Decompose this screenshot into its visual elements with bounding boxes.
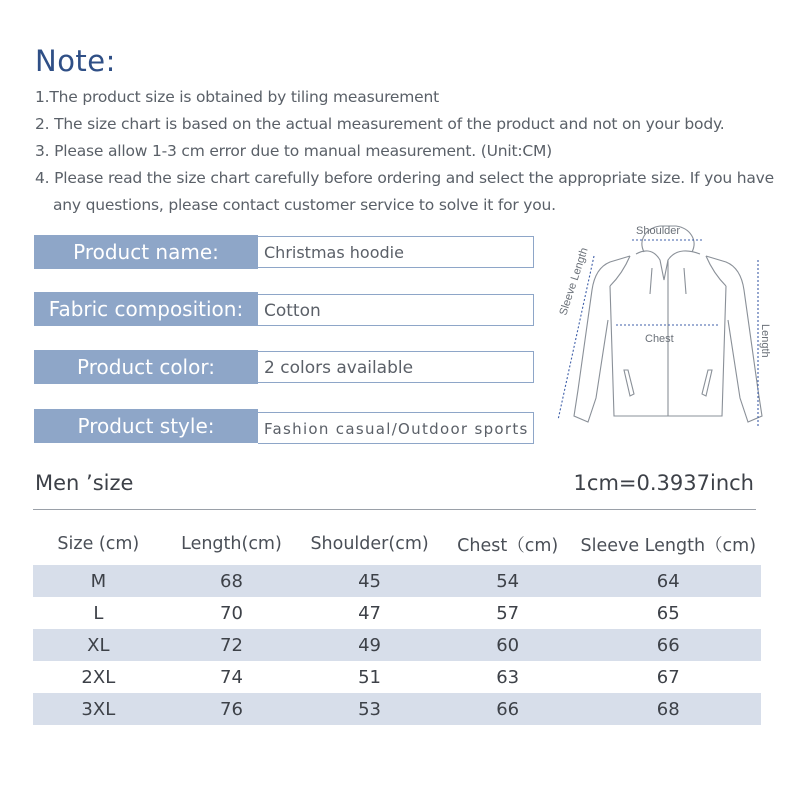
cell-length: 72 [164, 629, 300, 661]
info-value-style: Fashion casual/Outdoor sports [258, 412, 534, 444]
header-length: Length(cm) [181, 534, 282, 554]
header-size: Size (cm) [57, 534, 140, 554]
cell-size: 3XL [33, 693, 164, 725]
header-shoulder: Shoulder(cm) [310, 534, 429, 554]
table-row [33, 565, 761, 597]
cell-shoulder: 53 [299, 693, 440, 725]
info-value-product-name: Christmas hoodie [258, 236, 534, 268]
cell-length: 76 [164, 693, 300, 725]
info-label-fabric: Fabric composition: [34, 292, 258, 326]
cell-size: XL [33, 629, 164, 661]
note-line-4: 4. Please read the size chart carefully before ordering and select the appropriate size. If you have [35, 169, 774, 187]
men-size-heading: Men ’size [35, 471, 134, 495]
cell-size: L [93, 602, 104, 624]
cell-sleeve: 65 [656, 602, 680, 624]
cell-length: 74 [220, 666, 243, 688]
cell-sleeve: 64 [576, 565, 761, 597]
cell-size: 2XL [81, 666, 116, 688]
cell-length: 68 [164, 565, 300, 597]
cell-size: M [33, 565, 164, 597]
cell-length: 70 [220, 602, 243, 624]
cell-sleeve: 68 [576, 693, 761, 725]
info-value-color: 2 colors available [258, 351, 534, 383]
table-row [33, 693, 761, 725]
note-title: Note: [35, 44, 116, 78]
cell-chest: 57 [496, 602, 520, 624]
info-label-style: Product style: [34, 409, 258, 443]
table-row [33, 661, 761, 693]
diagram-label-shoulder: Shoulder [636, 225, 681, 237]
info-value-fabric: Cotton [258, 294, 534, 326]
cell-sleeve: 66 [576, 629, 761, 661]
cell-chest: 63 [496, 666, 520, 688]
note-line-3: 3. Please allow 1-3 cm error due to manual measurement. (Unit:CM) [35, 142, 553, 160]
note-line-1: 1.The product size is obtained by tiling measurement [35, 88, 439, 106]
note-line-5: any questions, please contact customer service to solve it for you. [53, 196, 556, 214]
cell-chest: 54 [440, 565, 576, 597]
unit-conversion: 1cm=0.3937inch [573, 471, 754, 495]
diagram-label-length: Length [759, 324, 771, 358]
cell-chest: 60 [440, 629, 576, 661]
diagram-label-chest: Chest [645, 333, 674, 345]
info-label-product-name: Product name: [34, 235, 258, 269]
header-sleeve: Sleeve Length（cm) [580, 535, 757, 556]
table-row [33, 597, 761, 629]
section-divider [33, 509, 756, 510]
info-label-color: Product color: [34, 350, 258, 384]
table-row [33, 629, 761, 661]
header-chest: Chest（cm) [457, 535, 559, 556]
size-table [33, 523, 761, 725]
cell-shoulder: 45 [299, 565, 440, 597]
cell-sleeve: 67 [656, 666, 680, 688]
hoodie-diagram [548, 220, 788, 440]
cell-shoulder: 47 [358, 602, 382, 624]
cell-shoulder: 51 [358, 666, 382, 688]
cell-shoulder: 49 [299, 629, 440, 661]
diagram-label-sleeve: Sleeve Length [557, 246, 591, 317]
cell-chest: 66 [440, 693, 576, 725]
table-header-row [33, 523, 761, 565]
note-line-2: 2. The size chart is based on the actual measurement of the product and not on your body. [35, 115, 725, 133]
